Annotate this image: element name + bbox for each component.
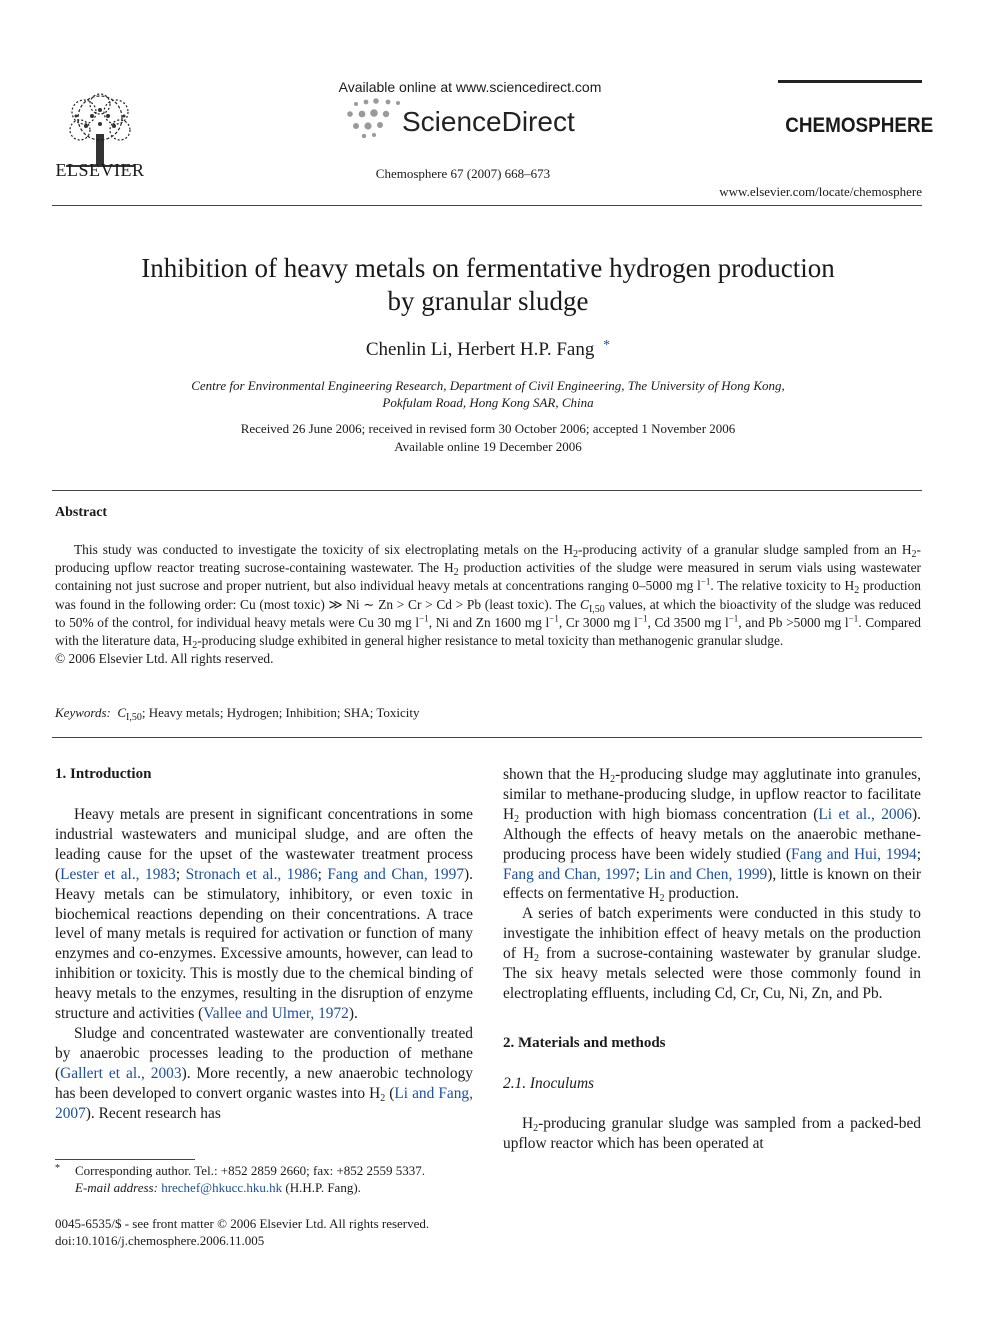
title-line-1: Inhibition of heavy metals on fermentative hydrogen production [141, 253, 835, 283]
issn-line: 0045-6535/$ - see front matter © 2006 Elsevier Ltd. All rights reserved. [55, 1216, 430, 1231]
left-column-body [55, 805, 473, 1124]
journal-name: CHEMOSPHERE [785, 114, 934, 137]
citation-li-fang[interactable]: Li and Fang, 2007 [55, 1084, 473, 1122]
sciencedirect-logo [344, 96, 584, 140]
subsection-heading-inoculums: 2.1. Inoculums [503, 1074, 595, 1092]
citation-fang-chan-2[interactable]: Fang and Chan, 1997 [503, 865, 636, 883]
abstract-heading: Abstract [55, 505, 108, 520]
intro-paragraph-2: Sludge and concentrated wastewater are conventionally treated by anaerobic processes leading to the production of methane (Gallert et al., 2003). More recently, a new anaerobic technology has been developed to convert organic wastes into $H_2$ (Li and Fang, 2007). Recent research has [55, 1024, 473, 1122]
abstract-top-rule [52, 490, 922, 491]
received-dates: Received 26 June 2006; received in revised form 30 October 2006; accepted 1 November 2006 [240, 421, 736, 436]
authors-text: Chenlin Li, Herbert H.P. Fang [365, 339, 595, 360]
footnote-mark: * [55, 1163, 60, 1174]
author-list [0, 338, 976, 361]
keywords-label: Keywords: [55, 705, 111, 720]
header-divider [52, 205, 922, 206]
citation-gallert[interactable]: Gallert et al., 2003 [60, 1064, 182, 1082]
intro-paragraph-1: Heavy metals are present in significant concentrations in some industrial wastewaters and municipal sludge, and are often the leading cause for the upset of the wastewater treatment process (Lester et al., 1983; Stronach et al., 1986; Fang and Chan, 1997). Heavy metals can be stimulatory, inhibitory, or even toxic in biochemical reactions depending on their concentrations. A trace level of many metals is required for activation or function of many enzymes and co-enzymes. Excessive amounts, however, can lead to inhibition or toxicity. This is mostly due to the chemical binding of heavy metals to the enzymes, resulting in the disruption of enzyme structure and activities (Vallee and Ulmer, 1972). [55, 806, 473, 1023]
abstract-text: This study was conducted to investigate the toxicity of six electroplating metals on the $H_2$-producing activity of a granular sludge sampled from an $H_2$-producing upflow reactor treating sucrose-containing wastewater. The $H_2$ production activities of the sludge were measured in serum vials using wastewater containing not just sucrose and proper nutrient, but also individual heavy metals at concentrations ranging 0–5000 mg $l^{-1}$. The relative toxicity to $H_2$ production was found in the following order: Cu (most toxic) ≫ Ni ∼ Zn > Cr > Cd > Pb (least toxic). The $C_{I,50}$ values, at which the bioactivity of the sludge was reduced to 50% of the control, for individual heavy metals were Cu 30 mg $l^{-1}$, Ni and Zn 1600 mg $l^{-1}$, Cr 3000 mg $l^{-1}$, Cd 3500 mg $l^{-1}$, and Pb >5000 mg $l^{-1}$. Compared with the literature data, $H_2$-producing sludge exhibited in general higher resistance to metal toxicity than methanogenic granular sludge. © 2006 Elsevier Ltd. All rights reserved. [55, 542, 921, 667]
title-line-2: by granular sludge [387, 286, 589, 316]
available-date: Available online 19 December 2006 [394, 439, 582, 454]
footnote [55, 1162, 425, 1196]
article-title [0, 252, 976, 318]
svg-text:ScienceDirect: ScienceDirect [402, 106, 575, 137]
inoculums-paragraph: $H_2$-producing granular sludge was sampled from a packed-bed upflow reactor which has been operated at [503, 1114, 921, 1152]
footer-info [55, 1215, 429, 1249]
abstract-copyright: © 2006 Elsevier Ltd. All rights reserved. [55, 651, 274, 667]
journal-url-link[interactable]: www.elsevier.com/locate/chemosphere [719, 184, 922, 199]
citation-lin-chen[interactable]: Lin and Chen, 1999 [644, 865, 768, 883]
available-online-text: Available online at www.sciencedirect.com [338, 79, 602, 95]
corresponding-author-note [55, 1162, 425, 1179]
section-heading-methods: 2. Materials and methods [503, 1034, 666, 1051]
intro-paragraph-3: A series of batch experiments were conducted in this study to investigate the inhibition effect of heavy metals on the production of $H_2$ from a sucrose-containing wastewater by granular sludge. The six heavy metals selected were those commonly found in electroplating effluents, including Cd, Cr, Cu, Ni, Zn, and Pb. [503, 905, 921, 1002]
email-label: E-mail address: [75, 1180, 158, 1195]
corresponding-author-mark[interactable]: * [603, 338, 611, 353]
citation-lester[interactable]: Lester et al., 1983 [60, 865, 176, 883]
journal-name-rule [778, 80, 922, 83]
publisher-name: ELSEVIER [55, 160, 145, 180]
citation-vallee[interactable]: Vallee and Ulmer, 1972 [203, 1005, 349, 1023]
email-link[interactable]: hrechef@hkucc.hku.hk [161, 1180, 283, 1195]
intro-paragraph-2-cont: shown that the $H_2$-producing sludge may agglutinate into granules, similar to methane-producing sludge, in upflow reactor to facilitate $H_2$ production with high biomass concentration (Li et al., 2006). Although the effects of heavy metals on the anaerobic methane-producing process have been widely studied (Fang and Hui, 1994; Fang and Chan, 1997; Lin and Chen, 1999), little is known on their effects on fermentative $H_2$ production. [503, 766, 921, 905]
citation-fang-hui[interactable]: Fang and Hui, 1994 [791, 845, 917, 863]
citation-stronach[interactable]: Stronach et al., 1986 [185, 865, 318, 883]
abstract-bottom-rule [52, 737, 922, 738]
corresponding-author-text: Corresponding author. Tel.: +852 2859 2660; fax: +852 2559 5337. [75, 1163, 426, 1178]
keywords [55, 705, 419, 721]
citation-fang-chan[interactable]: Fang and Chan, 1997 [327, 865, 465, 883]
email-note [55, 1179, 425, 1196]
citation-li-2006[interactable]: Li et al., 2006 [818, 805, 912, 823]
right-column-body [503, 765, 921, 1154]
affiliation-line-1: Centre for Environmental Engineering Research, Department of Civil Engineering, The University of Hong Kong, [191, 378, 785, 393]
affiliation [0, 377, 976, 411]
journal-reference: Chemosphere 67 (2007) 668–673 [375, 166, 551, 181]
section-heading-introduction: 1. Introduction [55, 766, 152, 782]
email-suffix: (H.H.P. Fang). [285, 1180, 361, 1195]
footnote-rule [55, 1159, 195, 1160]
doi-line: doi:10.1016/j.chemosphere.2006.11.005 [55, 1233, 265, 1248]
article-history [0, 420, 976, 456]
affiliation-line-2: Pokfulam Road, Hong Kong SAR, China [382, 395, 594, 410]
keywords-list: $C_{I,50}$; Heavy metals; Hydrogen; Inhibition; SHA; Toxicity [117, 705, 420, 723]
